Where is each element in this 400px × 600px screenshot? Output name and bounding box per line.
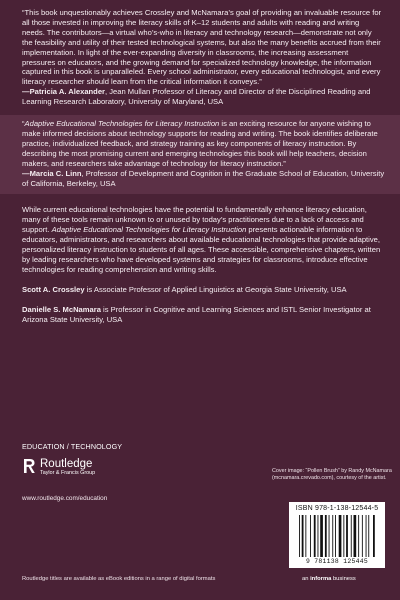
endorsement-quote-alexander <box>22 8 382 107</box>
ebook-availability-note: Routledge titles are available as eBook editions in a range of digital formats <box>22 576 216 582</box>
publisher-url: www.routledge.com/education <box>22 495 108 502</box>
quote-text: is an exciting resource for anyone wishing to make informed decisions about technology supports for reading and writing. The book identifies deliberate practice, individualized feedback, and strategy training as key components of literacy instruction. By describing the most promising current and emerging technologies this book will help teachers, decision makers, and researchers take advantage of technology for literacy instruction.” <box>22 119 378 168</box>
quote-text: “This book unquestionably achieves Crossley and McNamara’s goal of providing an invaluable resource for all those invested in improving the literacy skills of K–12 students and adults with reading and writing needs. The contributors—a virtual who’s-who in literacy and technology research—demonstrate not only the feasibility and utility of their tested technological systems, but also the many benefits accrued from their implementation. In light of the ever-expanding diversity in classrooms, the increasing assessment pressures on educators, and the growing demand for specialized technology knowledge, the information captured in this book is unparalleled. Every school administrator, every educational technologist, and every literacy researcher should learn from the critical information it conveys.” <box>22 8 382 87</box>
informa-business-tag <box>302 576 356 582</box>
publisher-name: Routledge <box>40 458 93 470</box>
author-name: Scott A. Crossley <box>22 284 85 294</box>
informa-brand: informa <box>310 576 332 582</box>
book-description <box>22 205 382 274</box>
author-bio-text: is Associate Professor of Applied Linguistics at Georgia State University, USA <box>84 284 347 294</box>
routledge-logo-icon <box>22 458 36 474</box>
isbn-barcode-box <box>289 502 385 568</box>
cover-image-credit <box>272 468 392 482</box>
author-bio-crossley <box>22 285 382 295</box>
author-name: Danielle S. McNamara <box>22 304 101 314</box>
informa-prefix: an <box>302 576 311 582</box>
subject-category: EDUCATION / TECHNOLOGY <box>22 442 123 451</box>
informa-suffix: business <box>331 576 356 582</box>
quote-book-title: Adaptive Educational Technologies for Literacy Instruction <box>24 119 220 129</box>
endorsement-quote-box <box>0 115 400 194</box>
author-bio-text: is Professor in Cognitive and Learning Sciences and ISTL Senior Investigator at Arizona State University, USA <box>22 304 371 324</box>
description-text: While current educational technologies have the potential to fundamentally enhance literacy education, many of these tools remain unknown to or unused by today’s practitioners due to a lack of access and support. <box>22 205 367 235</box>
cover-credit-line-1: Cover image: “Pollen Brush” by Randy McNamara <box>272 468 392 474</box>
isbn-label: ISBN 978-1-138-12544-5 <box>295 505 379 512</box>
publisher-group: Taylor & Francis Group <box>40 470 96 476</box>
quote-affiliation: , Professor of Development and Cognition in the Graduate School of Education, University of California, Berkeley, USA <box>22 168 385 188</box>
quote-author: —Marcia C. Linn <box>22 168 82 178</box>
author-bio-mcnamara <box>22 305 382 325</box>
description-book-title: Adaptive Educational Technologies for Literacy Instruction <box>51 225 247 235</box>
endorsement-quote-linn <box>22 119 386 188</box>
back-cover-footer <box>0 442 400 600</box>
cover-credit-line-2: (mcnamara.crevado.com), courtesy of the artist. <box>272 475 387 481</box>
publisher-logo <box>22 458 95 477</box>
quote-affiliation: , Jean Mullan Professor of Literacy and Director of the Disciplined Reading and Learning Research Laboratory, University of Maryland, USA <box>22 87 371 107</box>
barcode-number: 9 781138 125445 <box>305 558 369 565</box>
description-text-continued: presents actionable information to educators, administrators, and researchers about available educational technologies that provide adaptive, personalized literacy instruction to students of all ages. These accessible, comprehensive chapters, written by leading researchers who have developed systems and strategies for classrooms, introduce effective technologies for reading comprehension and writing skills. <box>22 225 381 274</box>
barcode-icon <box>299 515 375 557</box>
quote-author: —Patricia A. Alexander <box>22 87 106 97</box>
back-cover-text <box>22 8 385 324</box>
quote-open-mark: “ <box>22 119 25 129</box>
